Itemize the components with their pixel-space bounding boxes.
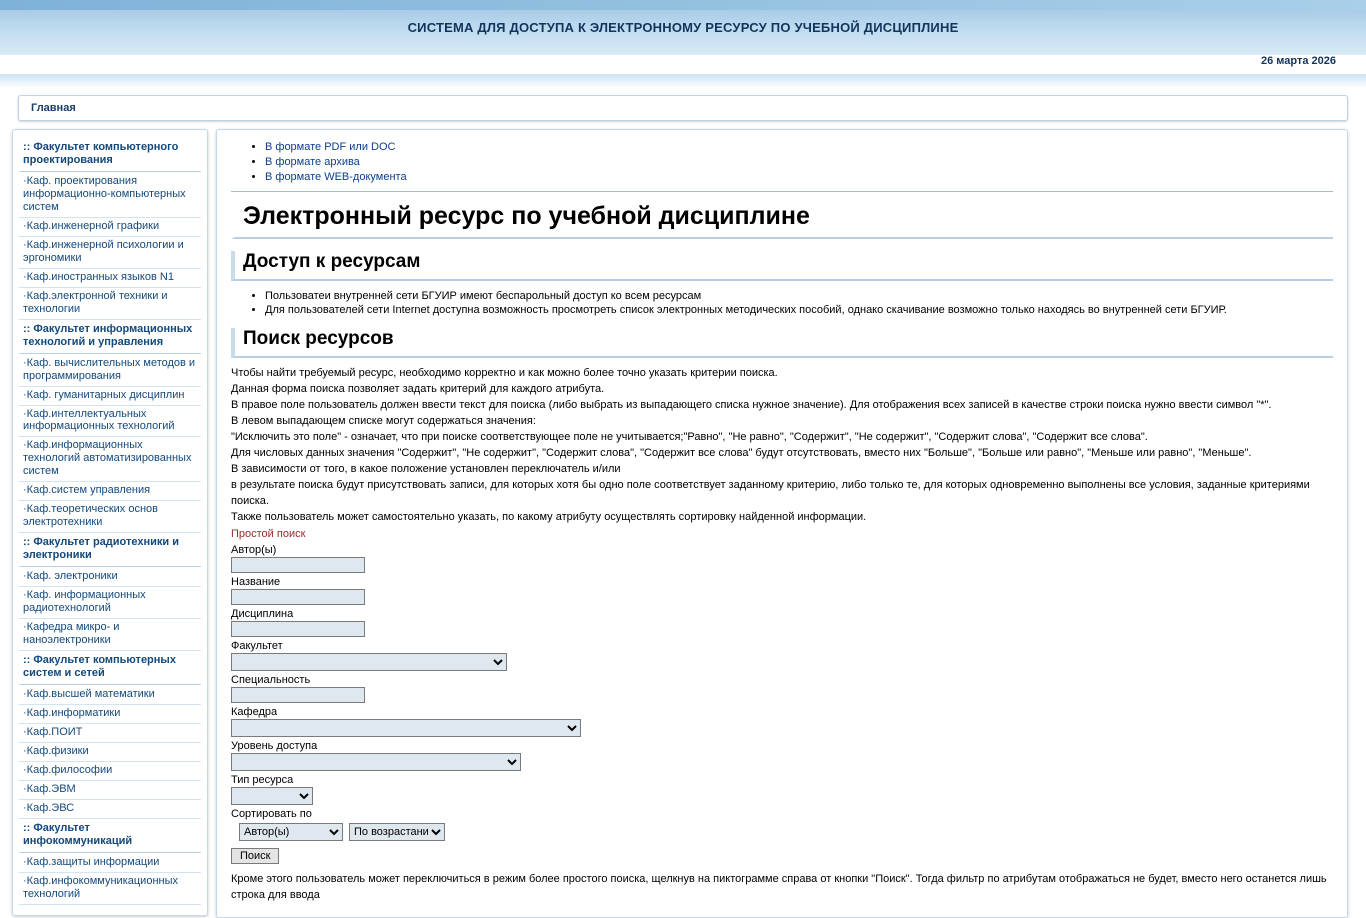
sidebar-group-title[interactable]: :: Факультет инфокоммуникаций xyxy=(19,819,201,853)
resource-type-select[interactable] xyxy=(231,787,313,805)
search-paragraph: В правое поле пользователь должен ввести текст для поиска (либо выбрать из выпадающего списка нужное значение). Для отображения всех записей в качестве строки поиска нужно ввести символ "*". xyxy=(231,399,1272,412)
label-department: Кафедра xyxy=(231,705,278,718)
search-paragraph: Чтобы найти требуемый ресурс, необходимо корректно и как можно более точно указать критерии поиска. xyxy=(231,367,778,380)
label-author: Автор(ы) xyxy=(231,543,277,556)
current-date: 26 марта 2026 xyxy=(1260,55,1336,67)
sort-by-select[interactable] xyxy=(239,823,343,841)
search-button[interactable]: Поиск xyxy=(231,848,279,864)
sidebar-item-department[interactable]: ·Каф. проектирования информационно-компьютерных систем xyxy=(19,173,201,218)
label-resource-type: Тип ресурса xyxy=(231,773,294,786)
label-title: Название xyxy=(231,575,281,588)
sidebar-item-department[interactable]: ·Каф.ПОИТ xyxy=(19,724,201,743)
search-form xyxy=(231,544,1333,864)
main-content xyxy=(216,129,1348,918)
tail-pre-text: Кроме этого пользователь может переключиться в xyxy=(231,872,493,885)
sidebar-item-department[interactable]: ·Каф. гуманитарных дисциплин xyxy=(19,387,201,406)
simple-search-link[interactable]: Простой поиск xyxy=(231,527,306,540)
list-item: • Для пользователей сети Internet доступна возможность просмотреть список электронных методических пособий, однако скачивание возможно только находясь во внутренней сети БГУИР. xyxy=(265,303,1333,318)
sidebar-item-department[interactable]: ·Каф.инженерной графики xyxy=(19,218,201,237)
department-select[interactable] xyxy=(231,719,581,737)
header-top-stripe xyxy=(0,0,1366,10)
access-heading-block xyxy=(231,251,1333,281)
sort-direction-select[interactable] xyxy=(349,823,445,841)
label-specialty: Специальность xyxy=(231,673,311,686)
sidebar xyxy=(12,129,208,916)
search-paragraph: Также пользователь может самостоятельно указать, по какому атрибуту осуществлять сортировку найденной информации. xyxy=(231,510,867,523)
search-tail-text xyxy=(231,872,1333,904)
discipline-input[interactable] xyxy=(231,621,365,637)
search-paragraph: Для числовых данных значения "Содержит", "Не содержит", "Содержит слова", "Содержит все слова" будут отсутствовать, вместо них "Больше", "Больше или равно", "Меньше или равно", "Меньше". xyxy=(231,446,1252,459)
divider xyxy=(231,191,1333,192)
sidebar-item-department[interactable]: ·Каф. информационных радиотехнологий xyxy=(19,587,201,619)
access-bullets xyxy=(231,289,1333,319)
sidebar-group-title[interactable]: :: Факультет информационных технологий и управления xyxy=(19,320,201,354)
sidebar-item-department[interactable]: ·Каф.иностранных языков N1 xyxy=(19,269,201,288)
sidebar-item-department[interactable]: ·Каф.защиты информации xyxy=(19,854,201,873)
format-links-list xyxy=(231,140,1333,185)
sidebar-item-department[interactable]: ·Каф.высшей математики xyxy=(19,686,201,705)
title-input[interactable] xyxy=(231,589,365,605)
tail-bold-text: режим более простого поиска xyxy=(492,872,646,885)
sidebar-item-department[interactable]: ·Каф. электроники xyxy=(19,568,201,587)
page-title: СИСТЕМА ДЛЯ ДОСТУПА К ЭЛЕКТРОННОМУ РЕСУРСУ ПО УЧЕБНОЙ ДИСЦИПЛИНЕ xyxy=(407,20,959,35)
sidebar-item-department[interactable]: ·Каф.систем управления xyxy=(19,482,201,501)
label-discipline: Дисциплина xyxy=(231,607,294,620)
list-item xyxy=(265,155,1333,170)
format-link-archive[interactable]: В формате архива xyxy=(265,155,360,168)
label-sort-by: Сортировать по xyxy=(231,807,312,820)
faculty-select[interactable] xyxy=(231,653,507,671)
sidebar-item-department[interactable]: ·Каф.физики xyxy=(19,743,201,762)
sidebar-group-title[interactable]: :: Факультет радиотехники и электроники xyxy=(19,533,201,567)
page-heading: Электронный ресурс по учебной дисциплине xyxy=(243,201,810,230)
search-paragraph: "Исключить это поле" - означает, что при поиске соответствующее поле не учитывается;"Равно", "Не равно", "Содержит", "Не содержит", "Содержит слова", "Содержит все слова". xyxy=(231,430,1148,443)
list-item xyxy=(265,140,1333,155)
sidebar-item-department[interactable]: ·Каф.теоретических основ электротехники xyxy=(19,501,201,533)
list-item: • Пользоватеи внутренней сети БГУИР имеют беспарольный доступ ко всем ресурсам xyxy=(265,289,1333,304)
access-heading: Доступ к ресурсам xyxy=(243,250,421,272)
page-header xyxy=(0,0,1366,89)
specialty-input[interactable] xyxy=(231,687,365,703)
list-item xyxy=(265,170,1333,185)
format-link-pdf-doc[interactable]: В формате PDF или DOC xyxy=(265,141,396,153)
search-heading-block xyxy=(231,328,1333,358)
sidebar-item-department[interactable]: ·Каф.электронной техники и технологии xyxy=(19,288,201,320)
breadcrumb-home-link[interactable]: Главная xyxy=(31,102,76,114)
sidebar-item-department[interactable]: ·Каф.интеллектуальных информационных технологий xyxy=(19,406,201,438)
sort-controls xyxy=(239,823,1333,841)
sidebar-item-department[interactable]: ·Каф.информационных технологий автоматизированных систем xyxy=(19,437,201,482)
sidebar-item-department[interactable]: ·Каф.философии xyxy=(19,762,201,781)
sidebar-item-department[interactable]: ·Каф. вычислительных методов и программирования xyxy=(19,355,201,387)
sidebar-group-title[interactable]: :: Факультет компьютерного проектирования xyxy=(19,138,201,172)
search-paragraph: Данная форма поиска позволяет задать критерий для каждого атрибута. xyxy=(231,383,605,396)
label-faculty: Факультет xyxy=(231,639,283,652)
label-access-level: Уровень доступа xyxy=(231,739,318,752)
search-heading: Поиск ресурсов xyxy=(243,328,394,350)
breadcrumb xyxy=(18,95,1348,121)
sidebar-item-department[interactable]: ·Каф.информатики xyxy=(19,705,201,724)
page-layout xyxy=(0,121,1366,918)
sidebar-item-department[interactable]: ·Кафедра микро- и наноэлектроники xyxy=(19,619,201,651)
author-input[interactable] xyxy=(231,557,365,573)
sidebar-item-department[interactable]: ·Каф.инженерной психологии и эргономики xyxy=(19,237,201,269)
format-link-web[interactable]: В формате WEB-документа xyxy=(265,170,407,183)
sidebar-item-department[interactable]: ·Каф.ЭВС xyxy=(19,800,201,819)
sidebar-item-department[interactable]: ·Каф.инфокоммуникационных технологий xyxy=(19,873,201,905)
header-bottom-bar xyxy=(0,74,1366,88)
search-paragraph: в результате поиска будут присутствовать записи, для которых хотя бы одно поле соответствует заданному критерию, либо только те, для которых одновременно выполнены все условия, заданные критериями поиска. xyxy=(231,478,1310,507)
sidebar-item-department[interactable]: ·Каф.ЭВМ xyxy=(19,781,201,800)
search-paragraph: В зависимости от того, в какое положение установлен переключатель и/или xyxy=(231,462,621,475)
sidebar-group-title[interactable]: :: Факультет компьютерных систем и сетей xyxy=(19,651,201,685)
page-heading-block xyxy=(231,202,1333,239)
search-paragraph: В левом выпадающем списке могут содержаться значения: xyxy=(231,415,536,428)
tail-post-text: , щелкнув на пиктограмме справа от кнопки "Поиск". Тогда фильтр по атрибутам отображаться не будет, вместо него останется лишь строка для ввода xyxy=(231,872,1327,901)
